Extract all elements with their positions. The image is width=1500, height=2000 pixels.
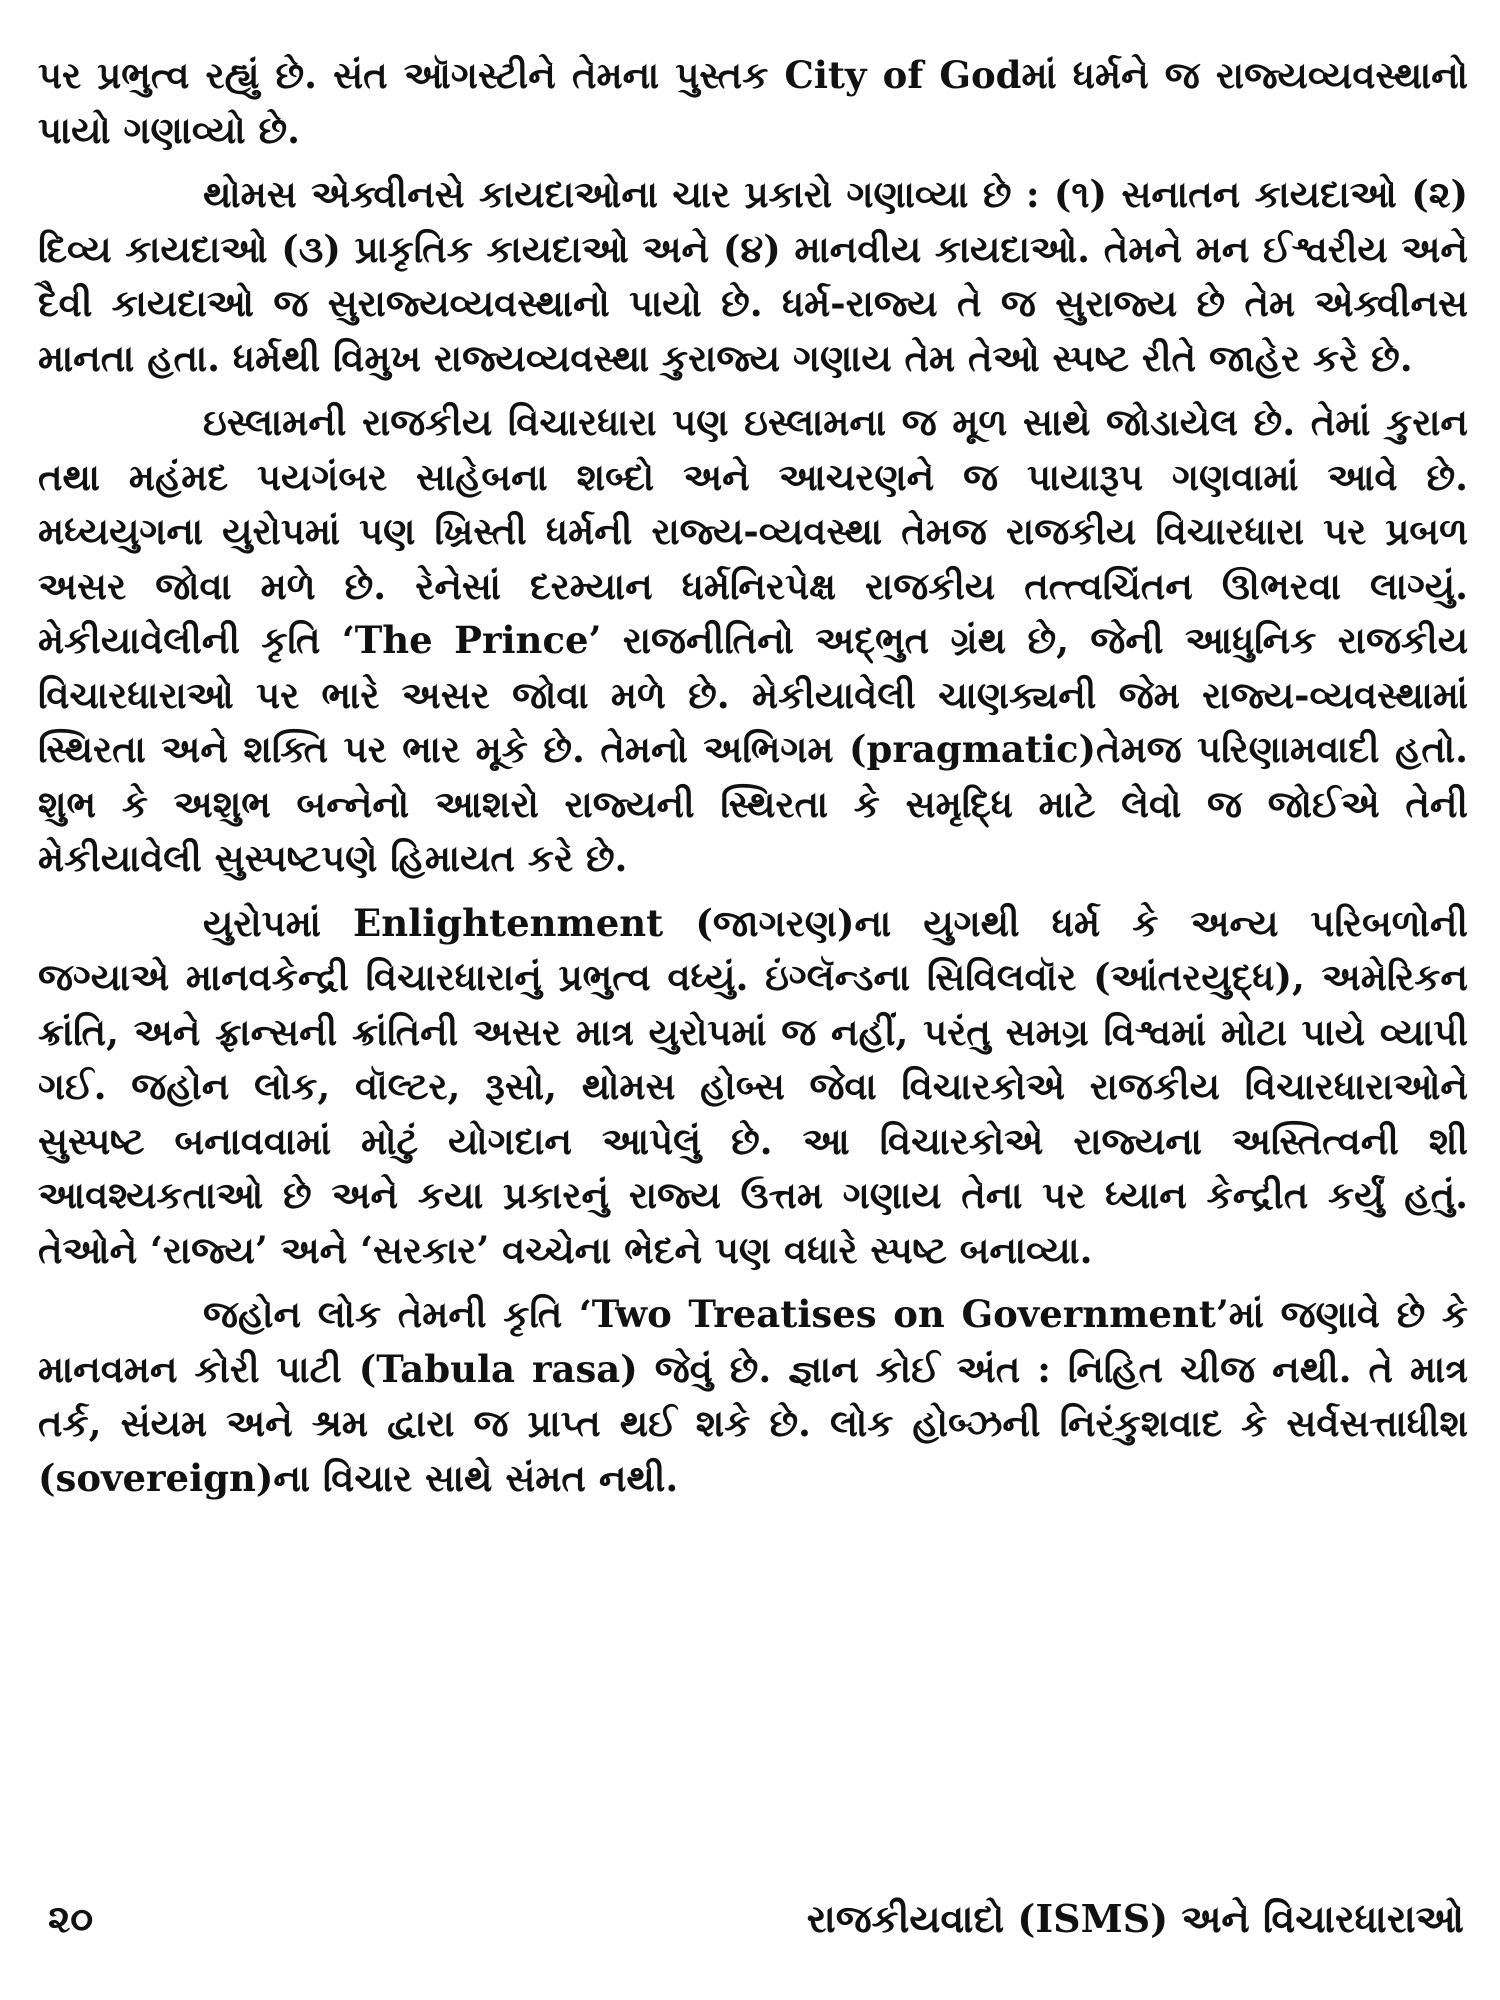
paragraph-aquinas: થોમસ એક્વીનસે કાયદાઓના ચાર પ્રકારો ગણાવ્યા છે : (૧) સનાતન કાયદાઓ (૨) દિવ્ય કાયદાઓ (૩) પ્રાકૃતિક કાયદાઓ અને (૪) માનવીય કાયદાઓ. તેમને મન ઈશ્વરીય અને દૈવી કાયદાઓ જ સુરાજ્યવ્યવસ્થાનો પાયો છે. ધર્મ-રાજ્ય તે જ સુરાજ્ય છે તેમ એક્વીનસ માનતા હતા. ધર્મથી વિમુખ રાજ્યવ્યવસ્થા કુરાજ્ય ગણાય તેમ તેઓ સ્પષ્ટ રીતે જાહેર કરે છે. — [38, 172, 1468, 380]
running-title: રાજકીયવાદો (ISMS) અને વિચારધારાઓ — [806, 1896, 1464, 1941]
paragraph-islam-machiavelli: ઇસ્લામની રાજકીય વિચારધારા પણ ઇસ્લામના જ મૂળ સાથે જોડાયેલ છે. તેમાં કુરાન તથા મહંમદ પયગંબર સાહેબના શબ્દો અને આચરણને જ પાયારૂપ ગણવામાં આવે છે. મધ્યયુગના યુરોપમાં પણ ખ્રિસ્તી ધર્મની રાજ્ય-વ્યવસ્થા તેમજ રાજકીય વિચારધારા પર પ્રબળ અસર જોવા મળે છે. રેનેસાં દરમ્યાન ધર્મનિરપેક્ષ રાજકીય તત્ત્વચિંતન ઊભરવા લાગ્યું. મેકીયાવેલીની કૃતિ ‘The Prince’ રાજનીતિનો અદ્ભુત ગ્રંથ છે, જેની આધુનિક રાજકીય વિચારધારાઓ પર ભારે અસર જોવા મળે છે. મેકીયાવેલી ચાણક્યની જેમ રાજ્ય-વ્યવસ્થામાં સ્થિરતા અને શક્તિ પર ભાર મૂકે છે. તેમનો અભિગમ (pragmatic)તેમજ પરિણામવાદી હતો. શુભ કે અશુભ બન્નેનો આશરો રાજ્યની સ્થિરતા કે સમૃદ્ધિ માટે લેવો જ જોઈએ તેની મેકીયાવેલી સુસ્પષ્ટપણે હિમાયત કરે છે. — [38, 400, 1468, 880]
paragraph-john-locke: જહોન લોક તેમની કૃતિ ‘Two Treatises on Government’માં જણાવે છે કે માનવમન કોરી પાટી (Tabula rasa) જેવું છે. જ્ઞાન કોઈ અંત : નિહિત ચીજ નથી. તે માત્ર તર્ક, સંયમ અને શ્રમ દ્વારા જ પ્રાપ્ત થઈ શકે છે. લોક હોબ્ઝની નિરંકુશવાદ કે સર્વસત્તાધીશ (sovereign)ના વિચાર સાથે સંમત નથી. — [38, 1292, 1468, 1500]
paragraph-enlightenment: યુરોપમાં Enlightenment (જાગરણ)ના યુગથી ધર્મ કે અન્ય પરિબળોની જગ્યાએ માનવકેન્દ્રી વિચારધારાનું પ્રભુત્વ વધ્યું. ઇંગ્લૅન્ડના સિવિલવૉર (આંતરયુદ્ધ), અમેરિકન ક્રાંતિ, અને ફ્રાન્સની ક્રાંતિની અસર માત્ર યુરોપમાં જ નહીં, પરંતુ સમગ્ર વિશ્વમાં મોટા પાયે વ્યાપી ગઈ. જહોન લોક, વૉલ્ટર, રૂસો, થોમસ હોબ્સ જેવા વિચારકોએ રાજકીય વિચારધારાઓને સુસ્પષ્ટ બનાવવામાં મોટું યોગદાન આપેલું છે. આ વિચારકોએ રાજ્યના અસ્તિત્વની શી આવશ્યકતાઓ છે અને કયા પ્રકારનું રાજ્ય ઉત્તમ ગણાય તેના પર ધ્યાન કેન્દ્રીત કર્યું હતું. તેઓને ‘રાજ્ય’ અને ‘સરકાર’ વચ્ચેના ભેદને પણ વધારે સ્પષ્ટ બનાવ્યા. — [38, 900, 1468, 1272]
body-text — [38, 48, 1468, 1505]
page-number: ૨૦ — [48, 1896, 94, 1941]
paragraph-continuation: પર પ્રભુત્વ રહ્યું છે. સંત ઑગસ્ટીને તેમના પુસ્તક City of Godમાં ધર્મને જ રાજ્યવ્યવસ્થાનો પાયો ગણાવ્યો છે. — [38, 53, 1468, 152]
page-footer — [38, 1896, 1468, 1956]
document-page — [38, 48, 1468, 1948]
